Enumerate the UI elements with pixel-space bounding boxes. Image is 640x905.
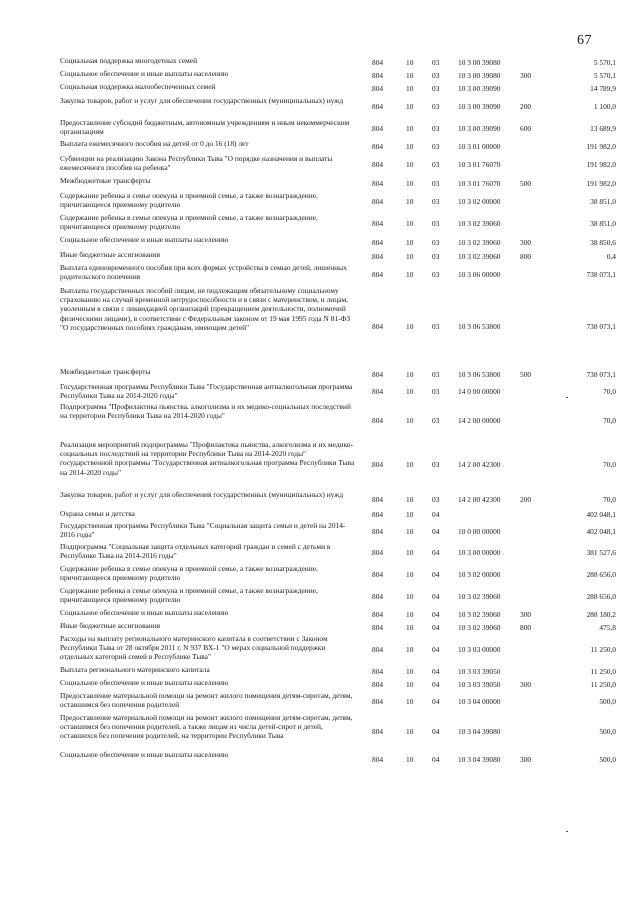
row-amount: 500,0: [599, 726, 616, 736]
row-csr: 10 3 01 76070: [458, 178, 501, 188]
scan-speck: [566, 831, 568, 832]
row-rz: 10: [406, 592, 414, 602]
row-ved: 804: [372, 726, 384, 736]
row-amount: 402 048,1: [586, 510, 616, 520]
row-pr: 03: [432, 70, 440, 80]
row-name: Реализация мероприятий подпрограммы "Профилактика пьянства, алкоголизма и их медико-социальных последствий на территории Республики Тыва на 2014-2020 годы" государственной программы "Государственная антиалкогольная программа Республики Тыва на 2014-2020 годы": [60, 440, 355, 477]
row-name: Закупка товаров, работ и услуг для обеспечения государственных (муниципальных) нужд: [60, 96, 344, 105]
row-vr: 500: [520, 369, 532, 379]
row-amount: 191 982,0: [586, 160, 616, 170]
table-row: [60, 402, 616, 440]
table-row: [60, 250, 616, 263]
row-rz: 10: [406, 494, 414, 504]
row-ved: 804: [372, 622, 384, 632]
table-row: [60, 176, 616, 191]
row-pr: 04: [432, 609, 440, 619]
row-csr: 14 0 00 00000: [458, 387, 501, 397]
row-csr: 10 3 04 39080: [458, 726, 501, 736]
row-amount: 11 250,0: [590, 644, 616, 654]
row-rz: 10: [406, 321, 414, 331]
row-name: Социальное обеспечение и иные выплаты населению: [60, 750, 229, 759]
row-amount: 500,0: [599, 697, 616, 707]
table-row: [60, 96, 616, 118]
row-pr: 03: [432, 219, 440, 229]
row-pr: 03: [432, 387, 440, 397]
row-vr: 300: [520, 609, 532, 619]
page-number: 67: [577, 33, 592, 48]
row-amount: 11 250,0: [590, 666, 616, 676]
row-csr: 10 3 00 39090: [458, 84, 501, 94]
row-name: Содержание ребенка в семье опекуна и приемной семье, а также вознаграждение, причитающееся приемному родителю: [60, 564, 318, 583]
row-pr: 03: [432, 141, 440, 151]
row-vr: [520, 713, 550, 750]
row-pr: 03: [432, 57, 440, 67]
row-vr: [520, 634, 550, 665]
row-rz: 10: [406, 644, 414, 654]
row-ved: 804: [372, 387, 384, 397]
table-row: [60, 382, 616, 402]
row-csr: 14 2 00 42300: [458, 460, 501, 470]
row-ved: 804: [372, 548, 384, 558]
row-vr: [520, 82, 550, 96]
row-csr: 10 3 04 39080: [458, 754, 501, 764]
row-vr: 600: [520, 123, 532, 133]
table-row: [60, 191, 616, 213]
row-rz: 10: [406, 548, 414, 558]
row-csr: 10 3 02 39060: [458, 609, 501, 619]
row-amount: 191 982,0: [586, 141, 616, 151]
row-ved: 804: [372, 141, 384, 151]
row-amount: 0,4: [606, 251, 616, 261]
row-name: Социальное обеспечение и иные выплаты населению: [60, 608, 229, 617]
row-ved: 804: [372, 197, 384, 207]
table-row: [60, 750, 616, 769]
row-name: Социальное обеспечение и иные выплаты населению: [60, 235, 229, 244]
row-amount: 38 851,0: [590, 219, 616, 229]
row-rz: 10: [406, 141, 414, 151]
row-pr: 03: [432, 460, 440, 470]
table-row: [60, 713, 616, 750]
row-csr: 10 3 00 39090: [458, 123, 501, 133]
row-ved: 804: [372, 219, 384, 229]
row-pr: 03: [432, 84, 440, 94]
table-row: [60, 440, 616, 490]
row-name: Государственная программа Республики Тыва "Государственная антиалкогольная программа Республики Тыва на 2014-2020 годы": [60, 382, 353, 401]
row-vr: [520, 139, 550, 154]
row-ved: 804: [372, 644, 384, 654]
table-row: [60, 367, 616, 382]
row-csr: 10 3 04 00000: [458, 697, 501, 707]
row-amount: 70,0: [603, 460, 616, 470]
row-vr: [520, 286, 550, 367]
row-rz: 10: [406, 251, 414, 261]
row-name: Предоставление материальной помощи на ремонт жилого помещения детям-сиротам, детям, оставшимся без попечения родителей: [60, 691, 353, 710]
row-vr: [520, 440, 550, 490]
row-pr: 04: [432, 679, 440, 689]
row-csr: 10 3 00 39080: [458, 70, 501, 80]
row-csr: 10 3 06 53800: [458, 369, 501, 379]
row-name: Межбюджетные трансферты: [60, 367, 151, 376]
row-name: Государственная программа Республики Тыва "Социальная защита семьи и детей на 2014-2016 годы": [60, 521, 346, 540]
row-pr: 04: [432, 548, 440, 558]
row-rz: 10: [406, 679, 414, 689]
row-name: Социальная поддержка малообеспеченных семей: [60, 82, 216, 91]
row-csr: 10 3 00 00000: [458, 548, 501, 558]
row-name: Иные бюджетные ассигнования: [60, 250, 161, 259]
row-pr: 04: [432, 726, 440, 736]
row-amount: 1 100,0: [593, 102, 616, 112]
row-name: Выплата единовременного пособия при всех формах устройства в семью детей, лишенных родительского попечения: [60, 263, 347, 282]
row-pr: 04: [432, 754, 440, 764]
row-rz: 10: [406, 369, 414, 379]
row-vr: [520, 382, 550, 402]
row-pr: 03: [432, 416, 440, 426]
row-rz: 10: [406, 609, 414, 619]
row-name: Предоставление материальной помощи на ремонт жилого помещения детям-сиротам, детям, оставшимся без попечения родителей, а также лицам из числа детей-сирот и детей, оставшихся без попечения родителей, на территории Республики Тыва: [60, 713, 353, 741]
table-row: [60, 542, 616, 564]
row-vr: 500: [520, 178, 532, 188]
row-ved: 804: [372, 237, 384, 247]
row-csr: 10 3 02 39060: [458, 592, 501, 602]
row-vr: 200: [520, 494, 532, 504]
row-ved: 804: [372, 416, 384, 426]
row-pr: 03: [432, 237, 440, 247]
row-rz: 10: [406, 697, 414, 707]
row-amount: 13 689,9: [590, 123, 616, 133]
row-name: Социальное обеспечение и иные выплаты населению: [60, 69, 229, 78]
row-pr: 04: [432, 666, 440, 676]
row-rz: 10: [406, 754, 414, 764]
row-name: Предоставление субсидий бюджетным, автономным учреждениям и иным некоммерческим организациям: [60, 118, 350, 137]
row-amount: 381 527,6: [586, 548, 616, 558]
row-vr: 200: [520, 102, 532, 112]
row-name: Расходы на выплату регионального материнского капитала в соответствии с Законом Республики Тыва от 28 октября 2011 г. N 937 ВХ-1 "О мерах социальной поддержки отдельных категорий семей в Республике Тыва": [60, 634, 328, 662]
row-rz: 10: [406, 570, 414, 580]
row-rz: 10: [406, 387, 414, 397]
row-pr: 03: [432, 160, 440, 170]
row-name: Социальная поддержка многодетных семей: [60, 56, 198, 65]
row-amount: 38 850,6: [590, 237, 616, 247]
row-vr: [520, 213, 550, 235]
row-csr: 10 3 06 00000: [458, 269, 501, 279]
row-name: Выплата регионального материнского капитала: [60, 665, 210, 674]
row-csr: 10 3 02 39060: [458, 622, 501, 632]
row-pr: 04: [432, 622, 440, 632]
row-name: Субвенции на реализацию Закона Республики Тыва "О порядке назначения и выплаты ежемесячного пособия на ребенка": [60, 154, 333, 173]
row-csr: 10 3 00 39080: [458, 57, 501, 67]
table-row: [60, 509, 616, 521]
row-vr: [520, 402, 550, 440]
row-vr: [520, 56, 550, 69]
row-amount: 738 073,1: [586, 369, 616, 379]
row-amount: 70,0: [603, 387, 616, 397]
row-ved: 804: [372, 160, 384, 170]
row-pr: 03: [432, 197, 440, 207]
row-ved: 804: [372, 494, 384, 504]
row-amount: 14 789,9: [590, 84, 616, 94]
row-pr: 04: [432, 697, 440, 707]
row-vr: [520, 509, 550, 521]
row-pr: 04: [432, 592, 440, 602]
row-amount: 288 656,0: [586, 592, 616, 602]
table-row: [60, 678, 616, 691]
row-amount: 5 570,1: [593, 70, 616, 80]
table-row: [60, 56, 616, 69]
row-name: Содержание ребенка в семье опекуна и приемной семье, а также вознаграждение, причитающееся приемному родителю: [60, 191, 318, 210]
row-csr: 10 3 00 39090: [458, 102, 501, 112]
row-pr: 03: [432, 369, 440, 379]
row-csr: 10 0 00 00000: [458, 526, 501, 536]
row-rz: 10: [406, 416, 414, 426]
row-amount: 191 982,0: [586, 178, 616, 188]
table-row: [60, 213, 616, 235]
row-name: Содержание ребенка в семье опекуна и приемной семье, а также вознаграждение, причитающееся приемному родителю: [60, 213, 318, 232]
row-amount: 288 180,2: [586, 609, 616, 619]
table-row: [60, 82, 616, 96]
table-row: [60, 586, 616, 608]
row-csr: 10 3 02 39060: [458, 219, 501, 229]
table-row: [60, 69, 616, 82]
table-row: [60, 286, 616, 367]
budget-table: [60, 56, 616, 769]
row-rz: 10: [406, 726, 414, 736]
table-row: [60, 154, 616, 176]
row-csr: 10 3 02 00000: [458, 570, 501, 580]
row-amount: 38 851,0: [590, 197, 616, 207]
row-rz: 10: [406, 269, 414, 279]
row-ved: 804: [372, 123, 384, 133]
row-rz: 10: [406, 84, 414, 94]
row-rz: 10: [406, 510, 414, 520]
row-rz: 10: [406, 460, 414, 470]
row-pr: 03: [432, 123, 440, 133]
row-vr: [520, 542, 550, 564]
row-vr: 800: [520, 622, 532, 632]
table-row: [60, 235, 616, 250]
row-amount: 70,0: [603, 494, 616, 504]
row-csr: 10 3 02 39060: [458, 251, 501, 261]
row-name: Выплаты государственных пособий лицам, не подлежащим обязательному социальному страхованию на случай временной нетрудоспособности и в связи с материнством, и лицам, уволенным в связи с ликвидацией организаций (прекращением деятельности, полномочий физическими лицами), в соответствии с Федеральным законом от 19 мая 1995 года N 81-ФЗ "О государственных пособиях гражданам, имеющим детей": [60, 286, 351, 332]
row-rz: 10: [406, 237, 414, 247]
row-amount: 11 250,0: [590, 679, 616, 689]
row-amount: 500,0: [599, 754, 616, 764]
row-vr: 300: [520, 70, 532, 80]
row-vr: [520, 691, 550, 713]
row-pr: 03: [432, 269, 440, 279]
table-row: [60, 634, 616, 665]
table-row: [60, 490, 616, 509]
row-name: Подпрограмма "Социальная защита отдельных категорий граждан и семей с детьми в Республике Тыва на 2014-2016 годы": [60, 542, 331, 561]
row-vr: [520, 586, 550, 608]
row-pr: 04: [432, 644, 440, 654]
row-vr: 300: [520, 754, 532, 764]
row-pr: 03: [432, 251, 440, 261]
row-rz: 10: [406, 70, 414, 80]
row-pr: 03: [432, 494, 440, 504]
row-csr: 10 3 03 39050: [458, 679, 501, 689]
table-row: [60, 521, 616, 542]
row-ved: 804: [372, 510, 384, 520]
row-ved: 804: [372, 609, 384, 619]
row-ved: 804: [372, 269, 384, 279]
table-row: [60, 564, 616, 586]
row-csr: 10 3 03 00000: [458, 644, 501, 654]
row-csr: [458, 509, 520, 521]
table-row: [60, 621, 616, 634]
row-amount: 5 570,1: [593, 57, 616, 67]
row-name: Межбюджетные трансферты: [60, 176, 151, 185]
row-csr: 10 3 06 53800: [458, 321, 501, 331]
table-row: [60, 608, 616, 621]
row-amount: 475,8: [599, 622, 616, 632]
row-rz: 10: [406, 178, 414, 188]
row-rz: 10: [406, 123, 414, 133]
row-rz: 10: [406, 666, 414, 676]
row-ved: 804: [372, 460, 384, 470]
row-vr: [520, 154, 550, 176]
row-rz: 10: [406, 219, 414, 229]
row-ved: 804: [372, 321, 384, 331]
table-row: [60, 118, 616, 139]
row-vr: 300: [520, 237, 532, 247]
row-vr: [520, 564, 550, 586]
row-name: Подпрограмма "Профилактика пьянства, алкоголизма и их медико-социальных последствий на территории Республики Тыва на 2014-2020 годы": [60, 402, 351, 421]
row-vr: 800: [520, 251, 532, 261]
row-pr: 04: [432, 570, 440, 580]
row-csr: 14 2 00 00000: [458, 416, 501, 426]
row-csr: 10 3 01 76070: [458, 160, 501, 170]
row-ved: 804: [372, 178, 384, 188]
row-ved: 804: [372, 57, 384, 67]
row-ved: 804: [372, 679, 384, 689]
row-name: Охрана семьи и детства: [60, 509, 135, 518]
row-ved: 804: [372, 70, 384, 80]
row-csr: 10 3 03 39050: [458, 666, 501, 676]
row-rz: 10: [406, 160, 414, 170]
row-name: Выплата ежемесячного пособия на детей от 0 до 16 (18) лет: [60, 139, 249, 148]
row-vr: [520, 191, 550, 213]
row-ved: 804: [372, 369, 384, 379]
row-rz: 10: [406, 57, 414, 67]
row-csr: 14 2 00 42300: [458, 494, 501, 504]
row-csr: 10 3 01 00000: [458, 141, 501, 151]
row-vr: 300: [520, 679, 532, 689]
budget-table-body: [60, 56, 616, 769]
row-rz: 10: [406, 102, 414, 112]
row-amount: 738 073,1: [586, 269, 616, 279]
row-amount: 70,0: [603, 416, 616, 426]
row-ved: 804: [372, 251, 384, 261]
row-ved: 804: [372, 697, 384, 707]
table-row: [60, 691, 616, 713]
row-rz: 10: [406, 197, 414, 207]
table-row: [60, 665, 616, 678]
row-ved: 804: [372, 526, 384, 536]
row-amount: 738 073,1: [586, 321, 616, 331]
table-row: [60, 263, 616, 286]
row-pr: 04: [432, 510, 440, 520]
row-name: Закупка товаров, работ и услуг для обеспечения государственных (муниципальных) нужд: [60, 490, 344, 499]
row-rz: 10: [406, 622, 414, 632]
row-vr: [520, 263, 550, 286]
row-vr: [520, 665, 550, 678]
row-name: Содержание ребенка в семье опекуна и приемной семье, а также вознаграждение, причитающееся приемному родителю: [60, 586, 318, 605]
row-pr: 03: [432, 178, 440, 188]
row-vr: [520, 521, 550, 542]
row-pr: 04: [432, 526, 440, 536]
row-amount: 402 048,1: [586, 526, 616, 536]
row-ved: 804: [372, 666, 384, 676]
scan-speck: [566, 397, 568, 398]
row-ved: 804: [372, 570, 384, 580]
row-name: Социальное обеспечение и иные выплаты населению: [60, 678, 229, 687]
row-ved: 804: [372, 102, 384, 112]
row-csr: 10 3 02 00000: [458, 197, 501, 207]
row-name: Иные бюджетные ассигнования: [60, 621, 161, 630]
row-ved: 804: [372, 84, 384, 94]
row-pr: 03: [432, 321, 440, 331]
row-csr: 10 3 02 39060: [458, 237, 501, 247]
row-ved: 804: [372, 754, 384, 764]
row-amount: 288 656,0: [586, 570, 616, 580]
row-ved: 804: [372, 592, 384, 602]
row-rz: 10: [406, 526, 414, 536]
row-pr: 03: [432, 102, 440, 112]
table-row: [60, 139, 616, 154]
